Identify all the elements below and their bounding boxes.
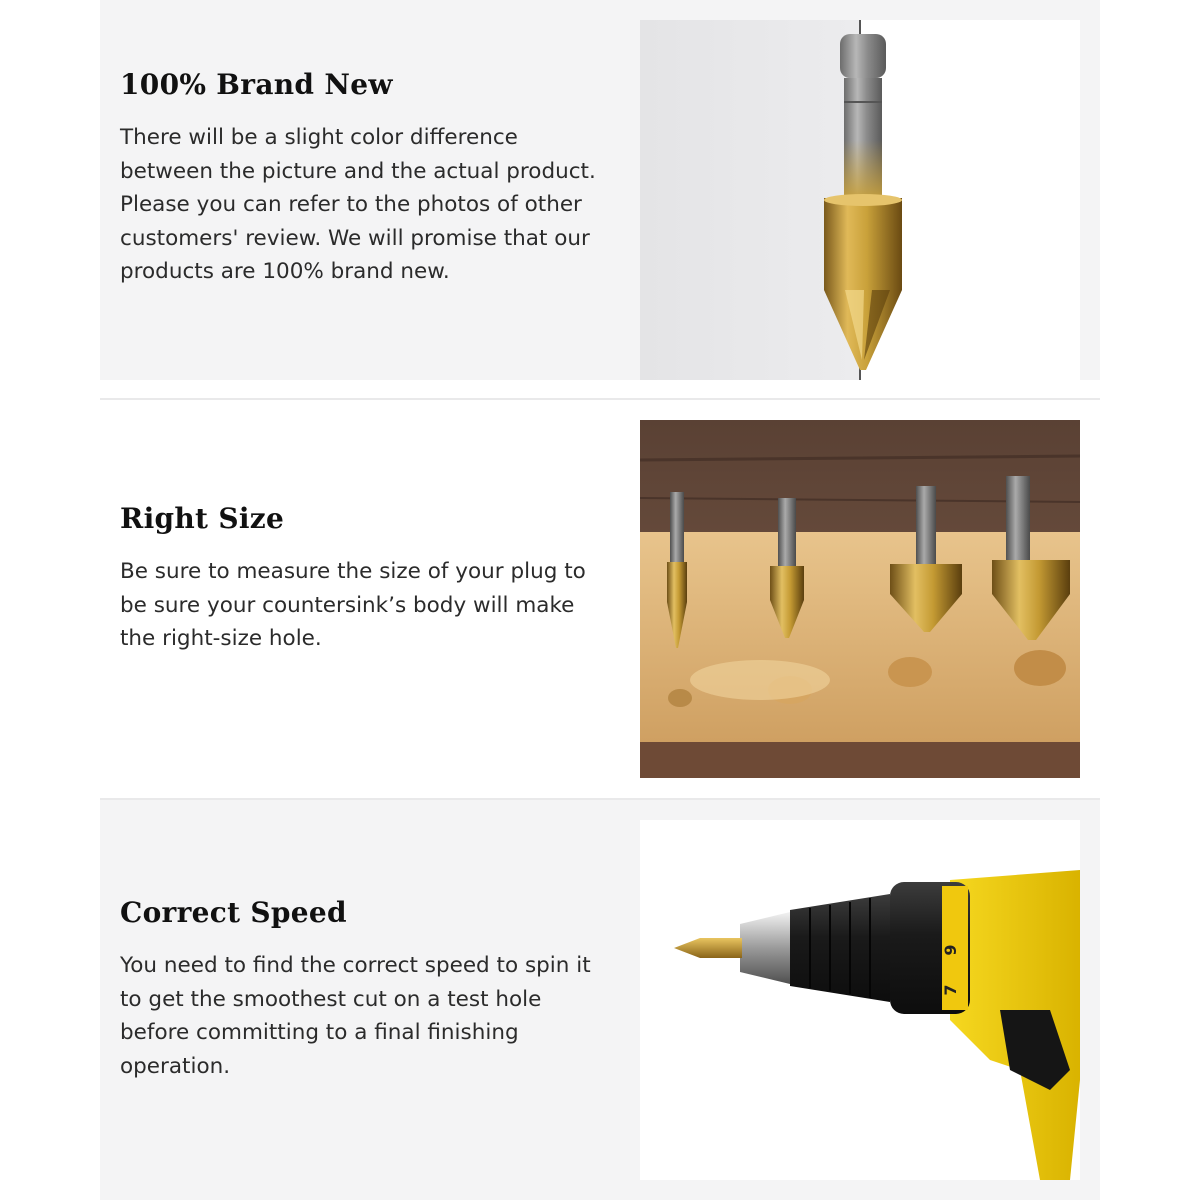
feature-heading: 100% Brand New: [120, 68, 393, 101]
cordless-drill-photo: [640, 820, 1080, 1180]
feature-section-brand-new: [100, 0, 1100, 380]
feature-heading: Correct Speed: [120, 896, 347, 929]
feature-text-brand-new: [120, 68, 610, 289]
feature-section-right-size: [100, 400, 1100, 780]
feature-description: There will be a slight color difference between the picture and the actual product. Please you can refer to the photos of other customers' review. We will promise that our products are 100% brand new.: [120, 125, 596, 284]
countersink-set-on-wood-photo: [640, 420, 1080, 778]
countersink-bit-photo: [640, 20, 1080, 380]
clutch-number: 9: [941, 944, 960, 956]
clutch-number: 7: [941, 984, 960, 996]
feature-description: You need to find the correct speed to spin it to get the smoothest cut on a test hole before committing to a final finishing operation.: [120, 953, 591, 1079]
feature-text-right-size: [120, 502, 610, 656]
feature-section-correct-speed: [100, 800, 1100, 1200]
feature-heading: Right Size: [120, 502, 285, 535]
feature-text-correct-speed: [120, 896, 610, 1083]
feature-description: Be sure to measure the size of your plug to be sure your countersink’s body will make the right-size hole.: [120, 559, 586, 651]
